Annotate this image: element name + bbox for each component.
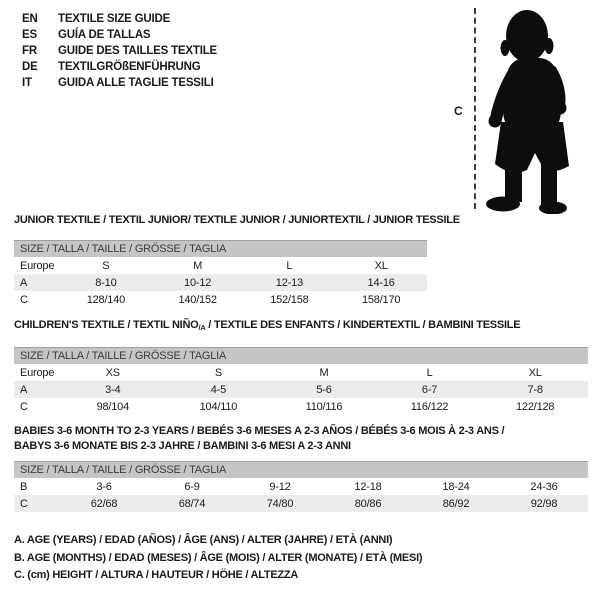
table-title <box>14 319 588 334</box>
language-code: EN <box>22 13 38 25</box>
size-cell: XL <box>528 366 542 379</box>
language-row <box>22 11 217 27</box>
row-label: C <box>20 497 28 510</box>
language-code: ES <box>22 29 37 41</box>
size-cell: 5-6 <box>316 383 332 396</box>
row-label: Europe <box>20 259 55 272</box>
language-row <box>22 59 217 75</box>
size-cell: L <box>426 366 433 379</box>
language-label: GUÍA DE TALLAS <box>58 29 151 41</box>
language-label: TEXTILGRÖßENFÜHRUNG <box>58 61 201 73</box>
baby-figure <box>450 4 598 216</box>
title-line: BABYS 3-6 MONATE BIS 2-3 JAHRE / BAMBINI 3-6 MESI A 2-3 ANNI <box>14 440 351 452</box>
size-cell: 86/92 <box>442 497 470 510</box>
note-line-c: C. (cm) HEIGHT / ALTURA / HAUTEUR / HÖHE / ALTEZZA <box>14 569 299 581</box>
size-cell: 74/80 <box>266 497 294 510</box>
language-code: FR <box>22 45 37 57</box>
language-code: IT <box>22 77 32 89</box>
size-cell: 14-16 <box>367 276 395 289</box>
size-cell: 12-13 <box>275 276 303 289</box>
measure-dashed-line <box>474 8 476 209</box>
row-label: Europe <box>20 366 55 379</box>
measure-label-c: C <box>454 104 463 118</box>
size-cell: M <box>319 366 329 379</box>
size-cell: 9-12 <box>269 480 291 493</box>
size-cell: S <box>102 259 110 272</box>
row-label: C <box>20 400 28 413</box>
note-line-a: A. AGE (YEARS) / EDAD (AÑOS) / ÂGE (ANS) / ALTER (JAHRE) / ETÀ (ANNI) <box>14 534 393 546</box>
title-part: CHILDREN'S TEXTILE / TEXTIL NIÑO <box>14 319 199 331</box>
title-line: BABIES 3-6 MONTH TO 2-3 YEARS / BEBÉS 3-6 MESES A 2-3 AÑOS / BÉBÉS 3-6 MOIS À 2-3 ANS / <box>14 425 505 437</box>
row-label: C <box>20 293 28 306</box>
baby-silhouette <box>483 6 583 214</box>
size-cell: 3-6 <box>96 480 112 493</box>
language-label: GUIDA ALLE TAGLIE TESSILI <box>58 77 214 89</box>
size-cell: 68/74 <box>178 497 206 510</box>
title-part: / TEXTILE DES ENFANTS / KINDERTEXTIL / BAMBINI TESSILE <box>205 319 521 331</box>
size-cell: S <box>214 366 222 379</box>
babies-table <box>14 424 588 512</box>
size-cell: XS <box>105 366 120 379</box>
row-label: A <box>20 276 28 289</box>
table-row <box>14 398 588 415</box>
table-title: JUNIOR TEXTILE / TEXTIL JUNIOR/ TEXTILE JUNIOR / JUNIORTEXTIL / JUNIOR TESSILE <box>14 214 460 226</box>
size-cell: 24-36 <box>530 480 558 493</box>
language-row <box>22 43 217 59</box>
table-row <box>14 495 588 512</box>
size-cell: 116/122 <box>410 400 449 413</box>
size-cell: 6-7 <box>421 383 438 396</box>
table-row <box>14 478 588 495</box>
size-cell: XL <box>374 259 388 272</box>
size-cell: 104/110 <box>199 400 238 413</box>
size-cell: 152/158 <box>270 293 309 306</box>
junior-table <box>14 214 460 308</box>
size-cell: 158/170 <box>361 293 401 306</box>
language-list <box>22 11 217 91</box>
size-cell: 140/152 <box>178 293 217 306</box>
language-row <box>22 27 217 43</box>
size-cell: 62/68 <box>90 497 118 510</box>
language-row <box>22 75 217 91</box>
size-cell: 18-24 <box>442 480 470 493</box>
children-table <box>14 319 588 415</box>
language-code: DE <box>22 61 38 73</box>
size-cell: M <box>193 259 203 272</box>
table-row <box>14 364 588 381</box>
language-label: TEXTILE SIZE GUIDE <box>58 13 171 25</box>
size-cell: 10-12 <box>184 276 212 289</box>
size-cell: 122/128 <box>515 400 555 413</box>
legend-notes <box>14 532 422 585</box>
size-cell: 8-10 <box>95 276 117 289</box>
table-row <box>14 291 427 308</box>
size-cell: 110/116 <box>305 400 343 413</box>
table-row <box>14 257 427 274</box>
table-row <box>14 274 427 291</box>
table-row <box>14 381 588 398</box>
size-cell: 98/104 <box>96 400 130 413</box>
note-line-b: B. AGE (MONTHS) / EDAD (MESES) / ÂGE (MOIS) / ALTER (MONATE) / ETÀ (MESI) <box>14 551 423 564</box>
size-header-bar: SIZE / TALLA / TAILLE / GRÖSSE / TAGLIA <box>14 347 588 364</box>
size-cell: 4-5 <box>210 383 227 396</box>
row-label: B <box>20 480 28 493</box>
size-cell: L <box>286 259 293 272</box>
size-cell: 92/98 <box>530 497 558 510</box>
size-cell: 128/140 <box>86 293 126 306</box>
size-cell: 12-18 <box>354 480 382 493</box>
language-label: GUIDE DES TAILLES TEXTILE <box>58 45 217 57</box>
size-header-bar: SIZE / TALLA / TAILLE / GRÖSSE / TAGLIA <box>14 240 427 257</box>
size-cell: 3-4 <box>105 383 121 396</box>
size-cell: 6-9 <box>184 480 200 493</box>
size-cell: 7-8 <box>527 383 543 396</box>
size-header-bar: SIZE / TALLA / TAILLE / GRÖSSE / TAGLIA <box>14 461 588 478</box>
size-cell: 80/86 <box>354 497 382 510</box>
title-subscript: /A <box>198 323 206 332</box>
table-title <box>14 424 588 454</box>
row-label: A <box>20 383 28 396</box>
